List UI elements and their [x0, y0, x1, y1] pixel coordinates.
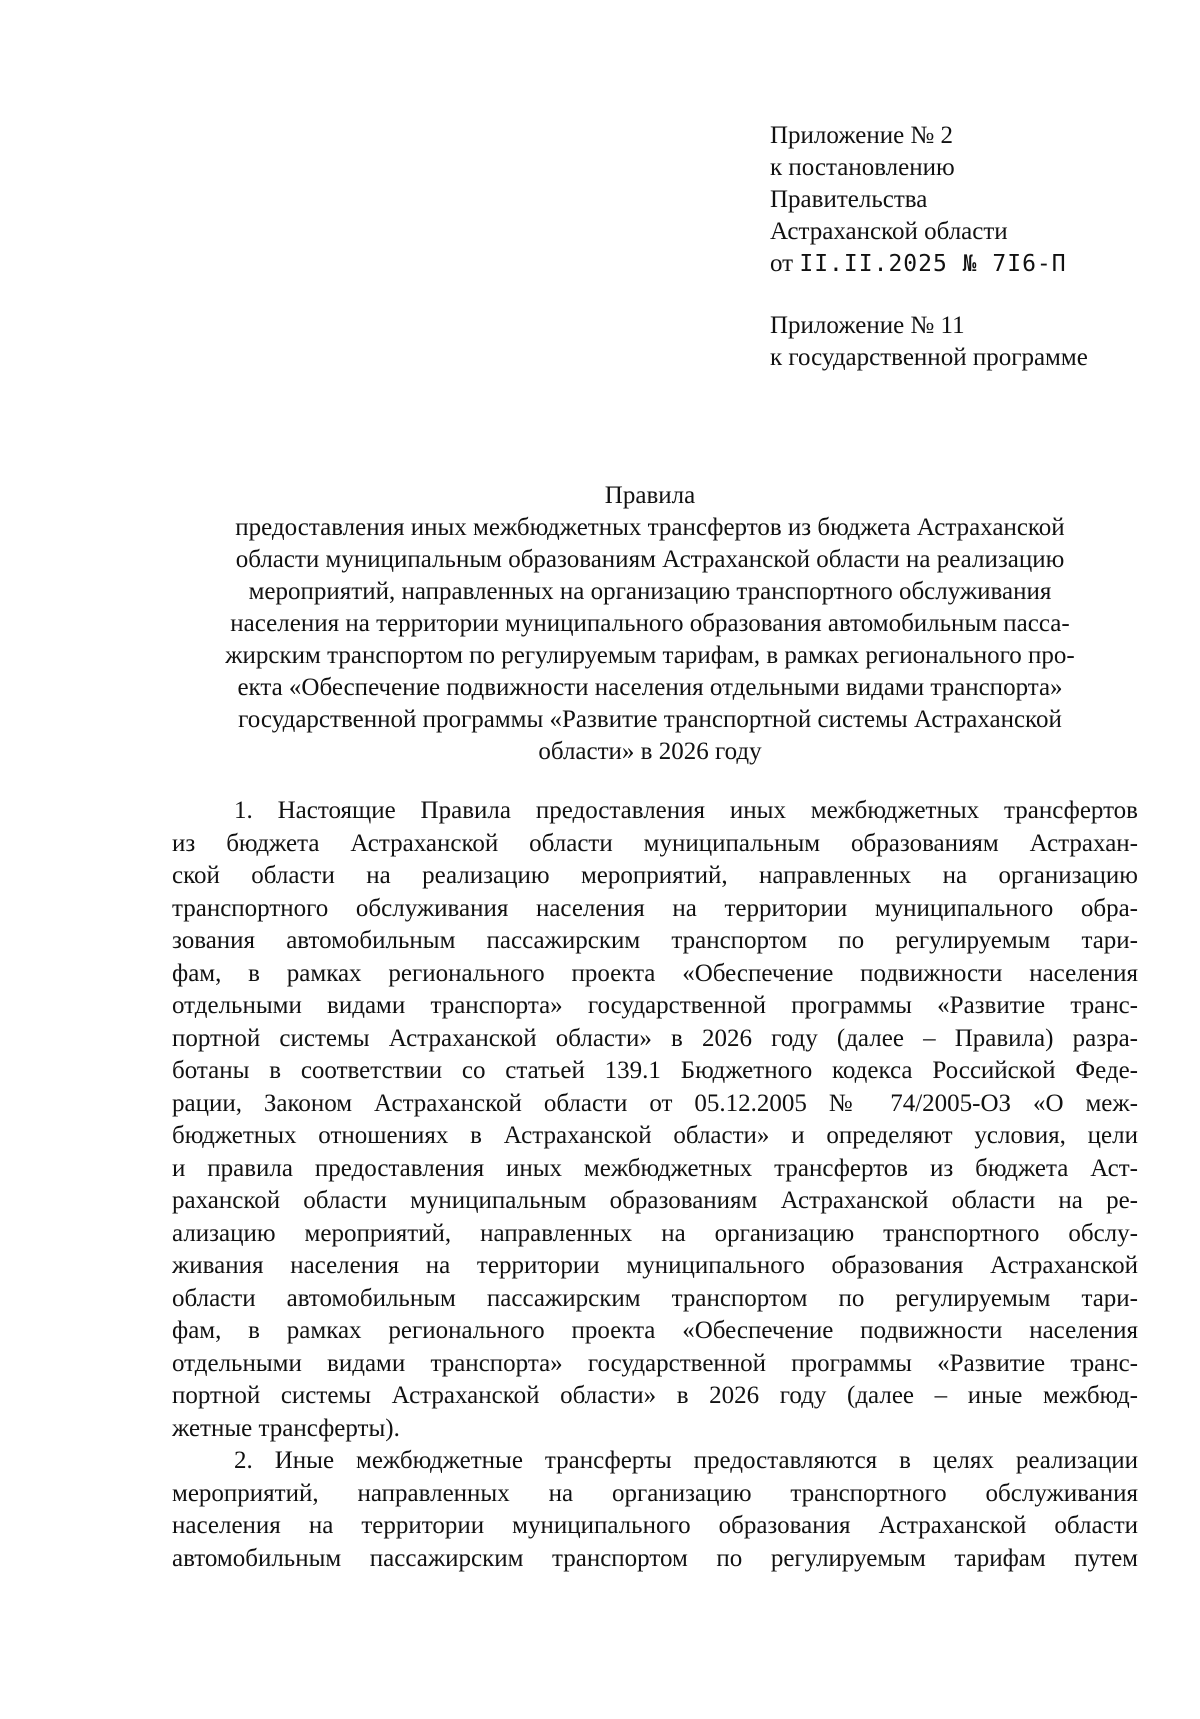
program-appendix-target-line: к государственной программе — [770, 344, 1088, 371]
title-line: государственной программы «Развитие транспортной системы Астраханской — [238, 706, 1062, 733]
title-line: мероприятий, направленных на организацию транспортного обслуживания — [248, 578, 1052, 605]
appendix-region-line: Астраханской области — [770, 218, 1008, 245]
body-line: ализацию мероприятий, направленных на организацию транспортного обслу- — [172, 1219, 1138, 1247]
date-number-stamp: II.II.2025 № 7I6-П — [799, 251, 1067, 277]
title-line: области» в 2026 году — [538, 738, 762, 765]
body-line: зования автомобильным пассажирским транспортом по регулируемым тари- — [172, 927, 1138, 954]
body-line: портной системы Астраханской области» в 2026 году (далее – иные межбюд- — [172, 1382, 1138, 1409]
body-line: фам, в рамках регионального проекта «Обеспечение подвижности населения — [172, 1317, 1138, 1344]
body-line: мероприятий, направленных на организацию транспортного обслуживания — [172, 1479, 1138, 1507]
body-line: отдельными видами транспорта» государственной программы «Развитие транс- — [172, 992, 1138, 1019]
title-line: предоставления иных межбюджетных трансфертов из бюджета Астраханской — [235, 514, 1065, 541]
body-line: бюджетных отношениях в Астраханской области» и определяют условия, цели — [172, 1122, 1138, 1149]
document-title — [170, 480, 1130, 768]
document-body — [172, 795, 1138, 1575]
appendix-resolution-line: к постановлению — [770, 154, 955, 181]
body-line: транспортного обслуживания населения на территории муниципального обра- — [172, 894, 1138, 922]
program-appendix-number-line: Приложение № 11 — [770, 312, 965, 339]
body-line: и правила предоставления иных межбюджетных трансфертов из бюджета Аст- — [172, 1154, 1138, 1182]
body-line: из бюджета Астраханской области муниципальным образованиям Астрахан- — [172, 829, 1138, 857]
body-line: живания населения на территории муниципального образования Астраханской — [172, 1252, 1138, 1279]
paragraph-1-last-line: жетные трансферты). — [172, 1414, 400, 1442]
paragraph-2-first-line: 2. Иные межбюджетные трансферты предоставляются в целях реализации — [234, 1447, 1138, 1474]
paragraph-1-first-line: 1. Настоящие Правила предоставления иных межбюджетных трансфертов — [234, 797, 1138, 824]
appendix-header — [770, 120, 1180, 374]
appendix-government-line: Правительства — [770, 186, 928, 213]
body-line: области автомобильным пассажирским транспортом по регулируемым тари- — [172, 1284, 1138, 1312]
body-line: рации, Законом Астраханской области от 05.12.2005 № 74/2005-ОЗ «О меж- — [172, 1089, 1138, 1117]
body-line: фам, в рамках регионального проекта «Обеспечение подвижности населения — [172, 959, 1138, 987]
title-heading: Правила — [604, 482, 696, 509]
title-line: жирским транспортом по регулируемым тарифам, в рамках регионального про- — [225, 642, 1075, 669]
body-line: автомобильным пассажирским транспортом по регулируемым тарифам путем — [172, 1544, 1138, 1572]
body-line: раханской области муниципальным образованиям Астраханской области на ре- — [172, 1187, 1138, 1214]
body-line: населения на территории муниципального образования Астраханской области — [172, 1512, 1138, 1539]
date-prefix: от — [770, 250, 800, 277]
body-line: ской области на реализацию мероприятий, направленных на организацию — [172, 862, 1138, 889]
body-line: ботаны в соответствии со статьей 139.1 Бюджетного кодекса Российской Феде- — [172, 1057, 1138, 1084]
body-line: отдельными видами транспорта» государственной программы «Развитие транс- — [172, 1349, 1138, 1377]
header-spacer — [770, 280, 1180, 310]
title-line: населения на территории муниципального образования автомобильным пасса- — [230, 610, 1070, 637]
appendix-number-line: Приложение № 2 — [770, 122, 954, 149]
title-line: екта «Обеспечение подвижности населения отдельными видами транспорта» — [237, 674, 1063, 701]
title-line: области муниципальным образованиям Астраханской области на реализацию — [235, 546, 1065, 573]
body-line: портной системы Астраханской области» в 2026 году (далее – Правила) разра- — [172, 1024, 1138, 1052]
appendix-date-line — [770, 248, 1180, 280]
